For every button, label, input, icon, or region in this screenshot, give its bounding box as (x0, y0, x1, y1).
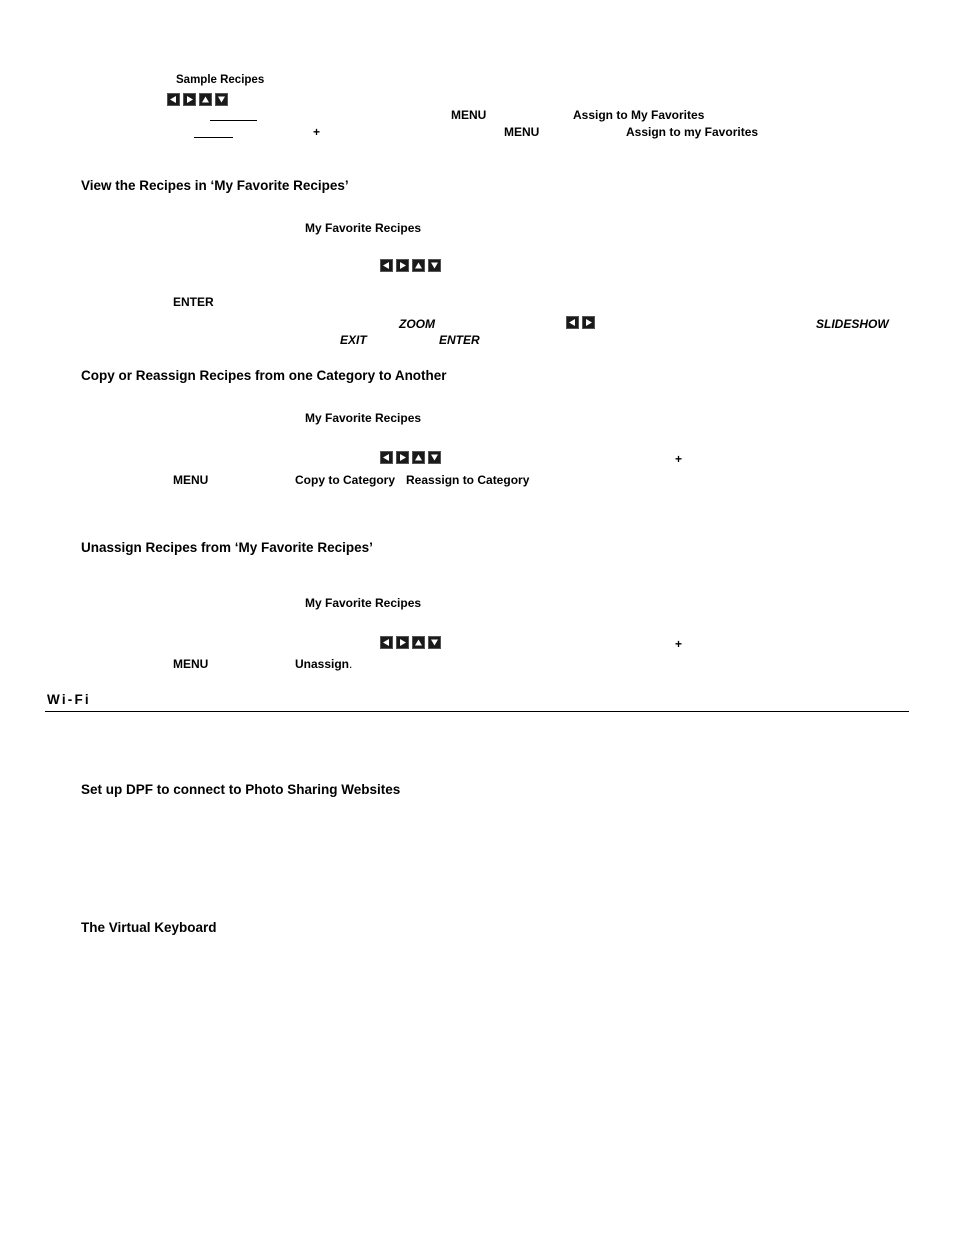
plus-label: + (675, 637, 683, 651)
assign-to-my-favorites-label: Assign to My Favorites (573, 108, 705, 122)
left-arrow-icon (380, 259, 393, 272)
right-arrow-icon (396, 451, 409, 464)
down-arrow-icon (428, 451, 441, 464)
setup-dpf-heading: Set up DPF to connect to Photo Sharing Websites (81, 782, 401, 797)
up-arrow-icon (412, 259, 425, 272)
down-arrow-icon (215, 93, 228, 106)
wifi-section-title: Wi-Fi (47, 692, 91, 707)
plus-label: + (313, 125, 321, 139)
left-arrow-icon (380, 451, 393, 464)
left-arrow-icon (380, 636, 393, 649)
sample-recipes-label: Sample Recipes (176, 74, 265, 86)
unassign-heading: Unassign Recipes from ‘My Favorite Recipes’ (81, 540, 373, 555)
arrow-keys-group (380, 451, 441, 464)
enter-key-label: ENTER (173, 295, 214, 309)
copy-to-category-label: Copy to Category (295, 473, 396, 487)
arrow-keys-group (380, 636, 441, 649)
zoom-label: ZOOM (399, 317, 435, 331)
underline-blank (210, 120, 257, 121)
right-arrow-icon (396, 636, 409, 649)
assign-to-my-favorites-label: Assign to my Favorites (626, 125, 759, 139)
view-recipes-heading: View the Recipes in ‘My Favorite Recipes’ (81, 178, 349, 193)
reassign-to-category-label: Reassign to Category (406, 473, 530, 487)
my-favorite-recipes-label: My Favorite Recipes (305, 596, 422, 610)
menu-key-label: MENU (504, 125, 540, 139)
unassign-label (295, 657, 352, 671)
left-arrow-icon (566, 316, 579, 329)
menu-key-label: MENU (173, 473, 209, 487)
right-arrow-icon (396, 259, 409, 272)
arrow-keys-group (566, 316, 595, 329)
plus-label: + (675, 452, 683, 466)
right-arrow-icon (183, 93, 196, 106)
my-favorite-recipes-label: My Favorite Recipes (305, 221, 422, 235)
unassign-word: Unassign (295, 657, 350, 671)
up-arrow-icon (412, 636, 425, 649)
down-arrow-icon (428, 636, 441, 649)
enter-key-label: ENTER (439, 333, 480, 347)
underline-blank (194, 137, 233, 138)
copy-reassign-heading: Copy or Reassign Recipes from one Category to Another (81, 368, 447, 383)
arrow-keys-group (380, 259, 441, 272)
section-divider (45, 711, 909, 712)
virtual-keyboard-heading: The Virtual Keyboard (81, 920, 217, 935)
menu-key-label: MENU (173, 657, 209, 671)
down-arrow-icon (428, 259, 441, 272)
exit-label: EXIT (340, 333, 367, 347)
unassign-period: . (349, 657, 353, 671)
left-arrow-icon (167, 93, 180, 106)
up-arrow-icon (412, 451, 425, 464)
slideshow-label: SLIDESHOW (816, 317, 889, 331)
my-favorite-recipes-label: My Favorite Recipes (305, 411, 422, 425)
right-arrow-icon (582, 316, 595, 329)
arrow-keys-group (167, 93, 228, 106)
up-arrow-icon (199, 93, 212, 106)
menu-key-label: MENU (451, 108, 487, 122)
